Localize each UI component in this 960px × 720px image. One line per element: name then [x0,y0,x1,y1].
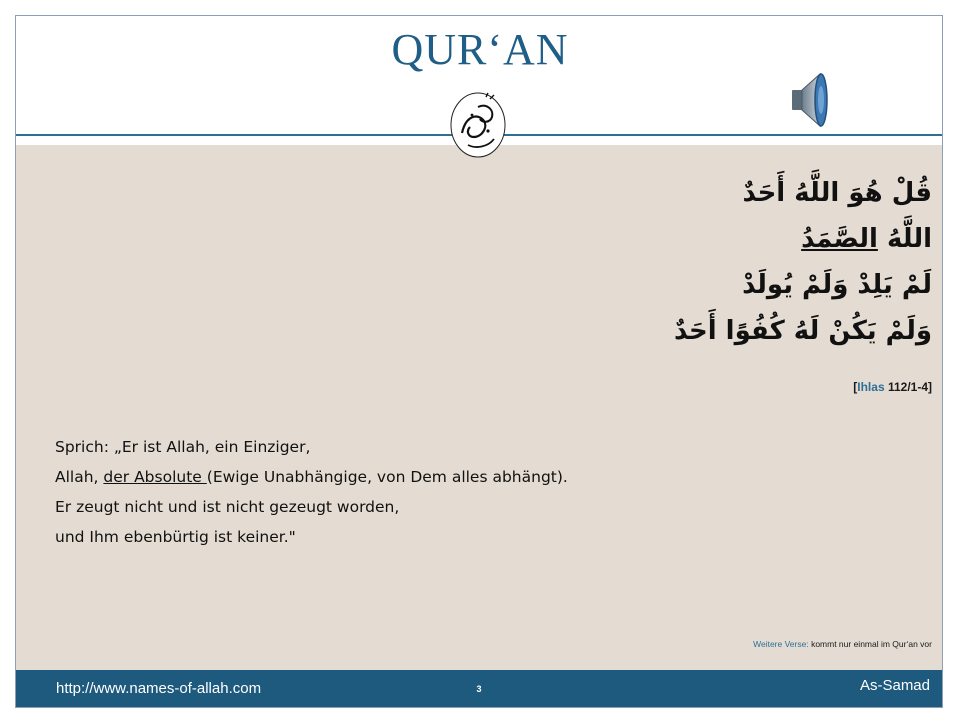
speaker-icon[interactable] [790,70,830,130]
calligraphy-emblem-icon [448,85,508,160]
translation-line-3: Er zeugt nicht und ist nicht gezeugt worden, [55,498,400,516]
translation-underlined: der Absolute [103,468,207,486]
arabic-verses [412,170,932,354]
arabic-line-3: لَمْ يَلِدْ وَلَمْ يُولَدْ [742,270,932,300]
further-verses-note [753,639,932,649]
further-label: Weitere Verse: [753,639,809,649]
translation-text [55,432,755,552]
further-text: kommt nur einmal im Qur‘an vor [808,639,932,649]
verse-reference [853,380,932,394]
footer-url-link[interactable]: http://www.names-of-allah.com [56,680,262,697]
translation-line-2-pre: Allah, [55,468,104,486]
arabic-line-4: وَلَمْ يَكُنْ لَهُ كُفُوًا أَحَدٌ [673,316,932,346]
arabic-line-2-word: اللَّهُ [886,224,932,254]
translation-line-2-post: (Ewige Unabhängige, von Dem alles abhängt). [206,468,568,486]
arabic-line-1: قُلْ هُوَ اللَّهُ أَحَدٌ [742,178,932,208]
arabic-line-2 [412,216,932,262]
translation-line-4: und Ihm ebenbürtig ist keiner." [55,528,296,546]
ref-surah: Ihlas [857,380,885,394]
translation-line-2 [55,462,755,492]
ref-verses: 112/1-4] [884,380,932,394]
footer-name: As-Samad [859,677,930,694]
arabic-samad-word: الصَّمَدُ [801,224,878,254]
footer-bar [16,670,942,707]
translation-line-1: Sprich: „Er ist Allah, ein Einziger, [55,438,311,456]
ref-open: [ [853,380,858,394]
page-number: 3 [476,684,482,694]
slide-title: QUR‘AN [391,25,569,74]
